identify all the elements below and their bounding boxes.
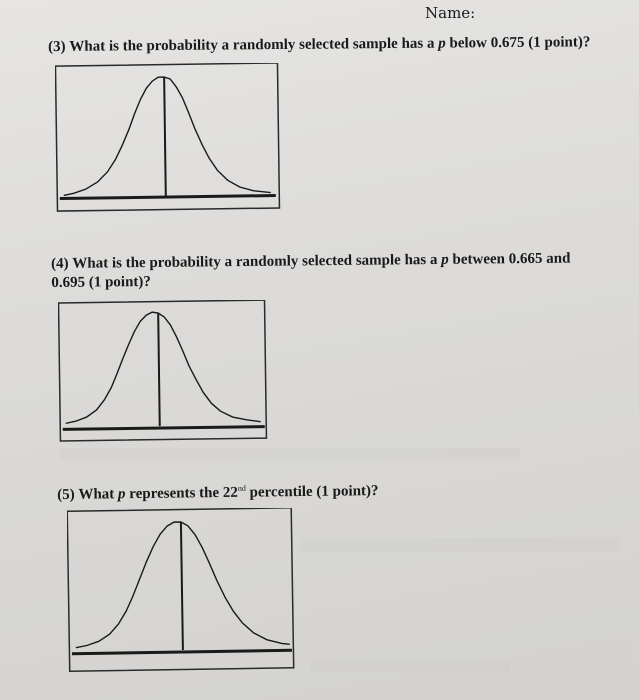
mean-line	[181, 522, 183, 650]
question-text: What is the probability a randomly selected sample has a	[69, 35, 439, 55]
curve-frame	[59, 300, 267, 441]
question-5	[57, 474, 617, 505]
baseline	[60, 196, 276, 199]
question-number: (4)	[51, 255, 69, 272]
question-text: percentile (1 point)?	[245, 483, 379, 501]
question-4	[51, 249, 606, 293]
question-text: represents the 22	[125, 484, 238, 503]
bleed-through-shadow	[60, 448, 520, 460]
variable-p: p	[117, 486, 126, 503]
variable-p: p	[441, 251, 449, 268]
question-text: below 0.675 (1 point)?	[445, 34, 591, 52]
normal-curve-diagram	[67, 508, 297, 676]
mean-line	[158, 313, 160, 426]
ordinal-superscript: nd	[237, 483, 246, 493]
variable-p: p	[438, 35, 446, 52]
normal-curve-box-3	[55, 63, 283, 215]
question-text: What is the probability a randomly selected sample has a	[72, 251, 442, 272]
question-number: (3)	[48, 38, 66, 55]
bell-curve	[64, 311, 261, 425]
baseline	[63, 427, 265, 430]
question-text: What	[78, 486, 119, 503]
normal-curve-diagram	[55, 63, 283, 215]
baseline	[72, 650, 292, 653]
normal-curve-diagram	[58, 300, 270, 445]
normal-curve-box-4	[58, 300, 270, 445]
bleed-through-shadow	[300, 538, 620, 552]
question-text: between 0.665 and 0.695 (1 point)?	[51, 250, 571, 291]
name-label: Name:	[425, 4, 476, 22]
question-number: (5)	[57, 486, 75, 503]
question-3	[48, 33, 608, 57]
mean-line	[164, 77, 166, 196]
bleed-through-shadow	[310, 660, 510, 672]
normal-curve-box-5	[67, 508, 297, 676]
